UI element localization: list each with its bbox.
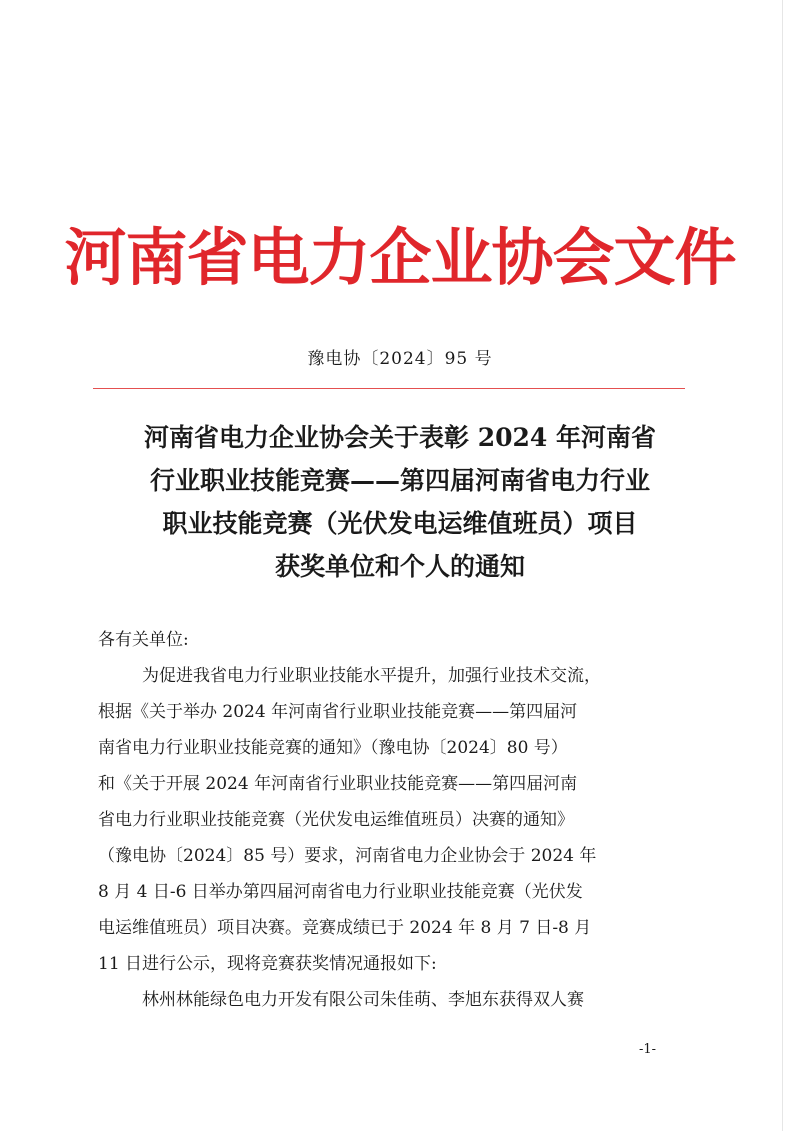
body-line: 根据《关于举办 2024 年河南省行业职业技能竞赛——第四届河 [98,702,578,722]
body-line: 南省电力行业职业技能竞赛的通知》（豫电协〔2024〕80 号） [98,738,568,758]
body-line: 8 月 4 日-6 日举办第四届河南省电力行业职业技能竞赛（光伏发 [98,882,583,902]
body-line: 电运维值班员）项目决赛。竞赛成绩已于 2024 年 8 月 7 日-8 月 [98,918,592,938]
body-line: （豫电协〔2024〕85 号）要求，河南省电力企业协会于 2024 年 [98,846,597,866]
notice-body [98,622,702,1018]
page-edge-line [782,0,783,1131]
body-line: 林州林能绿色电力开发有限公司朱佳萌、李旭东获得双人赛 [142,990,584,1010]
salutation: 各有关单位: [98,630,189,650]
notice-title-line: 职业技能竞赛（光伏发电运维值班员）项目 [162,509,638,538]
body-line: 省电力行业职业技能竞赛（光伏发电运维值班员）决赛的通知》 [98,810,574,830]
page-number: -1- [638,1042,656,1057]
body-line: 和《关于开展 2024 年河南省行业职业技能竞赛——第四届河南 [98,774,578,794]
body-line: 为促进我省电力行业职业技能水平提升，加强行业技术交流， [142,666,601,686]
body-line: 11 日进行公示，现将竞赛获奖情况通报如下: [98,954,437,974]
document-header-title: 河南省电力企业协会文件 [64,221,736,294]
header-divider [93,388,685,389]
notice-title-line: 获奖单位和个人的通知 [274,552,525,581]
document-number: 豫电协〔2024〕95 号 [307,349,493,369]
notice-title-line: 行业职业技能竞赛——第四届河南省电力行业 [149,466,650,495]
notice-title-line: 河南省电力企业协会关于表彰 2024 年河南省 [144,423,656,452]
notice-title [85,416,715,588]
